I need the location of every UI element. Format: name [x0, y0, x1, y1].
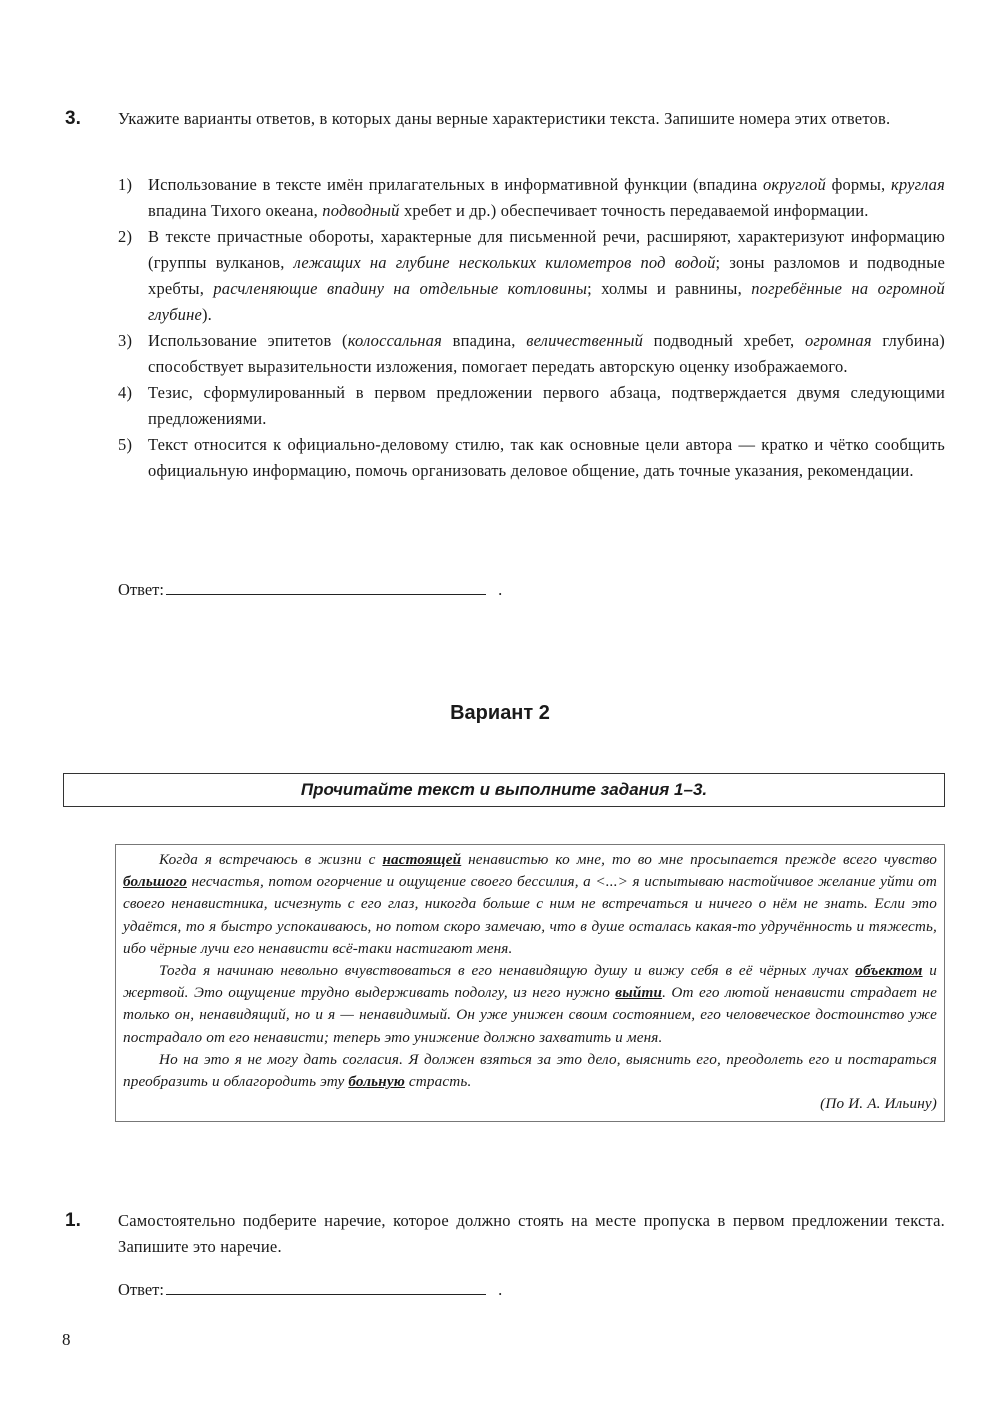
text-segment: ; зоны разломов и подводные хребты, — [148, 253, 945, 298]
italic-phrase: огромная — [804, 331, 872, 350]
page-number: 8 — [62, 1330, 71, 1349]
task-3-options — [118, 172, 945, 484]
text-segment: В тексте причастные обороты, характерные для письменной речи, расширяют, характеризуют информацию (группы вулканов, — [148, 227, 945, 272]
answer-field[interactable] — [166, 578, 486, 595]
italic-phrase: погребённые на огромной глубине — [148, 279, 945, 324]
text-segment: впадина Тихого океана, — [148, 201, 323, 220]
answer-period: . — [498, 1280, 503, 1299]
text-segment: ; холмы и равнины, — [587, 279, 752, 298]
text-segment: Текст относится к официально-деловому стилю, так как основные цели автора — кратко и чётко сообщить официальную информацию, помочь организовать деловое общение, дать точные указания, рекомендации. — [148, 435, 945, 480]
italic-phrase: расчленяющие впадину на отдельные котловины — [213, 279, 588, 298]
text-segment: Тогда я начинаю невольно вчувствоваться в его ненавидящую душу и вижу себя в её чёрных лучах — [159, 962, 856, 980]
italic-phrase: величественный — [526, 331, 644, 350]
italic-phrase: округлой — [762, 175, 826, 194]
passage-paragraph — [123, 849, 937, 960]
answer-field[interactable] — [166, 1278, 486, 1295]
answer-option — [118, 380, 945, 432]
text-segment: ненавистью ко мне, то во мне просыпается прежде всего чувство — [461, 851, 937, 868]
italic-phrase: подводный — [322, 201, 400, 220]
highlighted-word: выйти — [615, 984, 663, 1002]
instruction-box: Прочитайте текст и выполните задания 1–3. — [63, 773, 945, 807]
text-segment: формы, — [826, 175, 891, 194]
option-number: 3) — [118, 331, 133, 350]
task-3-prompt: Укажите варианты ответов, в которых даны верные характеристики текста. Запишите номера этих ответов. — [118, 109, 891, 128]
task-1-prompt: Самостоятельно подберите наречие, которое должно стоять на месте пропуска в первом предложении текста. Запишите это наречие. — [118, 1211, 945, 1256]
option-number: 5) — [118, 435, 133, 454]
text-segment: Использование эпитетов ( — [148, 331, 348, 350]
highlighted-word: большого — [123, 873, 187, 891]
answer-option — [118, 224, 945, 328]
text-segment: Использование в тексте имён прилагательных в информативной функции (впадина — [148, 175, 763, 194]
passage-source: (По И. А. Ильину) — [820, 1095, 937, 1113]
highlighted-word: настоящей — [382, 851, 462, 868]
text-segment: хребет и др.) обеспечивает точность передаваемой информации. — [399, 201, 869, 220]
option-number: 2) — [118, 227, 133, 246]
highlighted-word: больную — [348, 1073, 405, 1091]
text-segment: несчастья, потом огорчение и ощущение своего бессилия, а <...> я испытываю настойчивое желание уйти от своего ненавистника, исчезнуть с его глаз, никогда больше с ним не встречаться и ничего о нём не знать. Если это удаётся, то я быстро успокаиваюсь, но потом скоро замечаю, что в душе осталась какая-то удручённость и тяжесть, ибо чёрные лучи его ненависти всё-таки настигают меня. — [123, 873, 937, 957]
text-segment: Тезис, сформулированный в первом предложении первого абзаца, подтверждается двумя следующими предложениями. — [148, 383, 945, 428]
italic-phrase: круглая — [890, 175, 945, 194]
passage-paragraph — [123, 960, 937, 1049]
text-segment: впадина, — [442, 331, 527, 350]
variant-heading: Вариант 2 — [450, 702, 550, 724]
answer-label: Ответ: — [118, 1280, 164, 1299]
answer-label: Ответ: — [118, 580, 164, 599]
task-1-answer — [118, 1278, 502, 1300]
highlighted-word: объектом — [855, 962, 923, 980]
option-number: 4) — [118, 383, 133, 402]
answer-option — [118, 432, 945, 484]
passage-box — [115, 844, 945, 1122]
text-segment: страсть. — [404, 1073, 472, 1091]
answer-option — [118, 172, 945, 224]
task-3-answer — [118, 578, 502, 600]
italic-phrase: лежащих на глубине нескольких километров под водой — [293, 253, 716, 272]
text-segment: и жертвой. Это ощущение трудно выдерживать подолгу, из него нужно — [123, 962, 937, 1002]
text-segment: ). — [201, 305, 213, 324]
text-segment: глубина) способствует выразительности изложения, помогает передать авторскую оценку изображаемого. — [148, 331, 945, 376]
task-1-number: 1. — [65, 1210, 81, 1231]
option-number: 1) — [118, 175, 133, 194]
passage-paragraph — [123, 1049, 937, 1093]
text-segment: Но на это я не могу дать согласия. Я должен взяться за это дело, выяснить его, преодолеть его и постараться преобразить и облагородить эту — [123, 1050, 937, 1091]
text-segment: подводный хребет, — [643, 331, 805, 350]
italic-phrase: колоссальная — [347, 331, 443, 350]
text-segment: Когда я встречаюсь в жизни с — [159, 851, 383, 868]
answer-period: . — [498, 580, 503, 599]
text-segment: . От его лютой ненависти страдает не только он, ненавидящий, но и я — ненавидимый. Он уже унижен своим состоянием, его человеческое достоинство уже пострадало от его ненависти; теперь это унижение должно захватить и меня. — [123, 984, 937, 1046]
answer-option — [118, 328, 945, 380]
task-3-number: 3. — [65, 108, 81, 129]
